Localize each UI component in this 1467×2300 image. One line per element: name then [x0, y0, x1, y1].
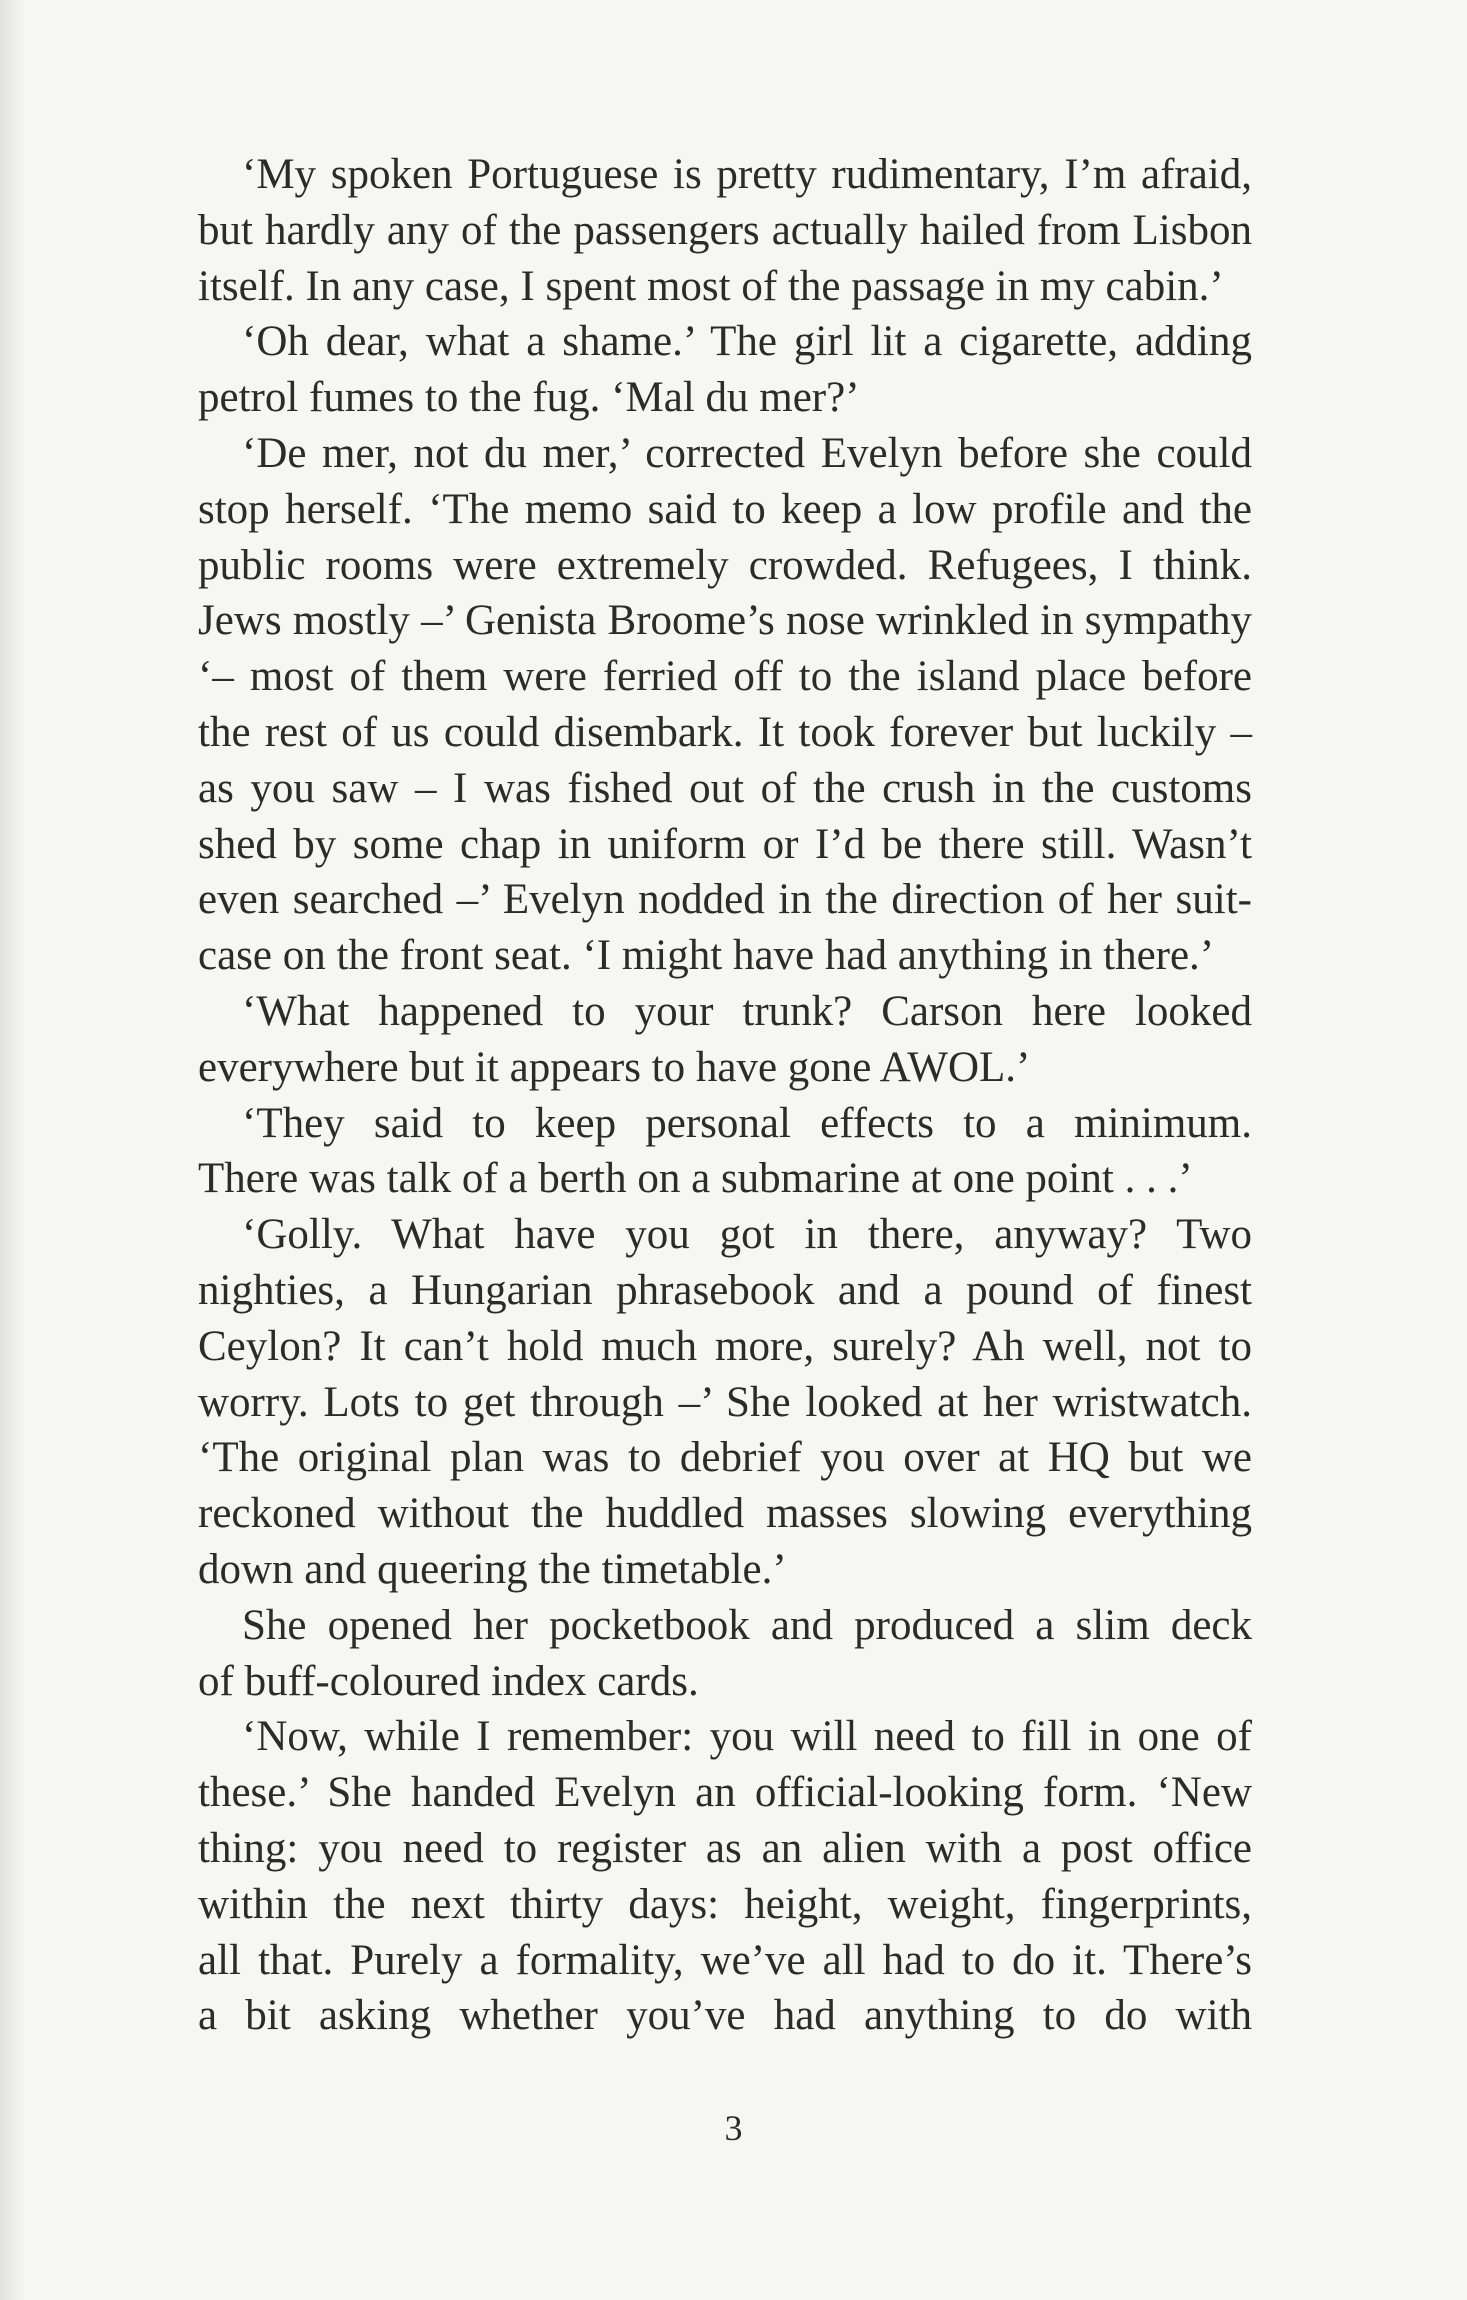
text-line: everywhere but it appears to have gone AWOL.’ [198, 1043, 1031, 1091]
text-line: petrol fumes to the fug. ‘Mal du mer?’ [198, 374, 860, 422]
text-line: thing: you need to register as an alien with a post office [198, 1824, 1252, 1872]
text-line: ‘What happened to your trunk? Carson here looked [242, 987, 1252, 1035]
text-line: the rest of us could disembark. It took forever but luckily – [198, 708, 1252, 756]
text-line: ‘Now, while I remember: you will need to fill in one of [242, 1713, 1252, 1761]
text-line: She opened her pocketbook and produced a slim deck [242, 1601, 1252, 1649]
text-line: all that. Purely a formality, we’ve all had to do it. There’s [198, 1936, 1252, 1984]
text-line: worry. Lots to get through –’ She looked at her wristwatch. [198, 1378, 1252, 1426]
body-text [198, 147, 1252, 2044]
text-line: reckoned without the huddled masses slowing everything [198, 1490, 1252, 1538]
text-line: itself. In any case, I spent most of the passage in my cabin.’ [198, 262, 1224, 310]
text-line: ‘Oh dear, what a shame.’ The girl lit a cigarette, adding [242, 318, 1252, 366]
text-line: There was talk of a berth on a submarine at one point . . .’ [198, 1155, 1193, 1203]
text-line: but hardly any of the passengers actually hailed from Lisbon [198, 206, 1252, 254]
text-line: ‘– most of them were ferried off to the island place before [198, 653, 1252, 701]
text-line: within the next thirty days: height, weight, fingerprints, [198, 1880, 1252, 1928]
page-gutter-shadow [0, 0, 26, 2300]
text-line: ‘They said to keep personal effects to a minimum. [242, 1099, 1252, 1147]
text-line: nighties, a Hungarian phrasebook and a pound of finest [198, 1266, 1252, 1314]
text-line: public rooms were extremely crowded. Refugees, I think. [198, 541, 1252, 589]
text-line: case on the front seat. ‘I might have had anything in there.’ [198, 932, 1215, 980]
text-line: Ceylon? It can’t hold much more, surely? Ah well, not to [198, 1322, 1252, 1370]
text-line: as you saw – I was fished out of the crush in the customs [198, 764, 1252, 812]
text-line: these.’ She handed Evelyn an official-looking form. ‘New [198, 1769, 1252, 1817]
text-line: a bit asking whether you’ve had anything to do with [198, 1992, 1252, 2040]
text-line: ‘My spoken Portuguese is pretty rudimentary, I’m afraid, [242, 151, 1252, 198]
text-line: ‘De mer, not du mer,’ corrected Evelyn before she could [242, 429, 1252, 477]
text-line: Jews mostly –’ Genista Broome’s nose wrinkled in sympathy [198, 597, 1252, 645]
text-line: even searched –’ Evelyn nodded in the direction of her suit- [198, 876, 1252, 924]
text-line: of buff-coloured index cards. [198, 1657, 699, 1705]
text-line: stop herself. ‘The memo said to keep a low profile and the [198, 485, 1252, 533]
text-line: ‘The original plan was to debrief you over at HQ but we [198, 1434, 1252, 1482]
page-number: 3 [724, 2108, 743, 2148]
text-line: shed by some chap in uniform or I’d be there still. Wasn’t [198, 820, 1252, 868]
text-line: ‘Golly. What have you got in there, anyway? Two [242, 1211, 1252, 1259]
text-line: down and queering the timetable.’ [198, 1545, 787, 1593]
